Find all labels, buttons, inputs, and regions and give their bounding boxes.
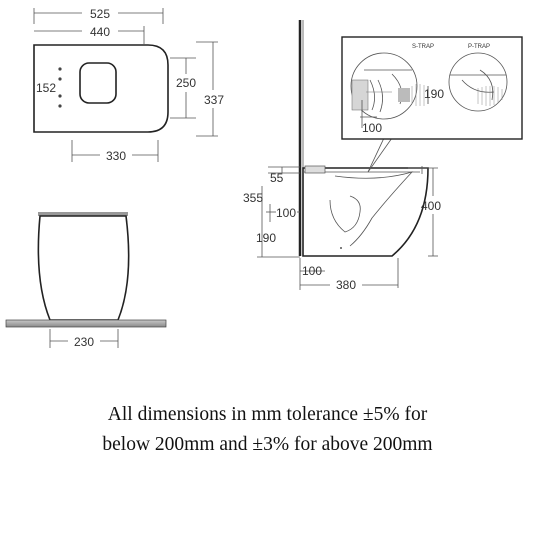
front-view-outline — [38, 216, 128, 320]
dim-projection: 380 — [336, 278, 357, 292]
dim-inner-width: 440 — [89, 25, 111, 39]
dim-outlet-height: 190 — [256, 231, 277, 245]
dim-s-trap-distance: 100 — [362, 121, 383, 135]
dim-height-355: 355 — [243, 191, 264, 205]
note-line-2: below 200mm and ±3% for above 200mm — [102, 434, 433, 455]
dim-depth-250: 250 — [176, 76, 197, 90]
dim-depth-337: 337 — [204, 93, 225, 107]
trap-detail — [342, 37, 522, 172]
p-trap-label: P-TRAP — [468, 44, 491, 50]
front-view — [6, 212, 166, 349]
dim-bottom-width: 330 — [105, 149, 127, 163]
note-line-1: All dimensions in mm tolerance ±5% for — [107, 404, 428, 425]
dim-outlet-100: 100 — [276, 206, 297, 220]
dim-fixing-spacing: 152 — [36, 81, 57, 95]
s-trap-label: S-TRAP — [412, 44, 435, 50]
seat-opening — [80, 63, 116, 103]
tolerance-note — [0, 400, 535, 460]
dim-wall-gap: 100 — [302, 264, 323, 278]
top-view — [34, 7, 224, 163]
dim-total-height: 400 — [421, 199, 442, 213]
pan-outline — [303, 168, 428, 256]
dim-overall-width: 525 — [89, 7, 111, 21]
dim-p-trap-height: 190 — [424, 87, 445, 101]
dim-base-width: 230 — [73, 335, 95, 349]
dim-seat-offset: 55 — [270, 171, 284, 185]
floor — [6, 320, 166, 327]
